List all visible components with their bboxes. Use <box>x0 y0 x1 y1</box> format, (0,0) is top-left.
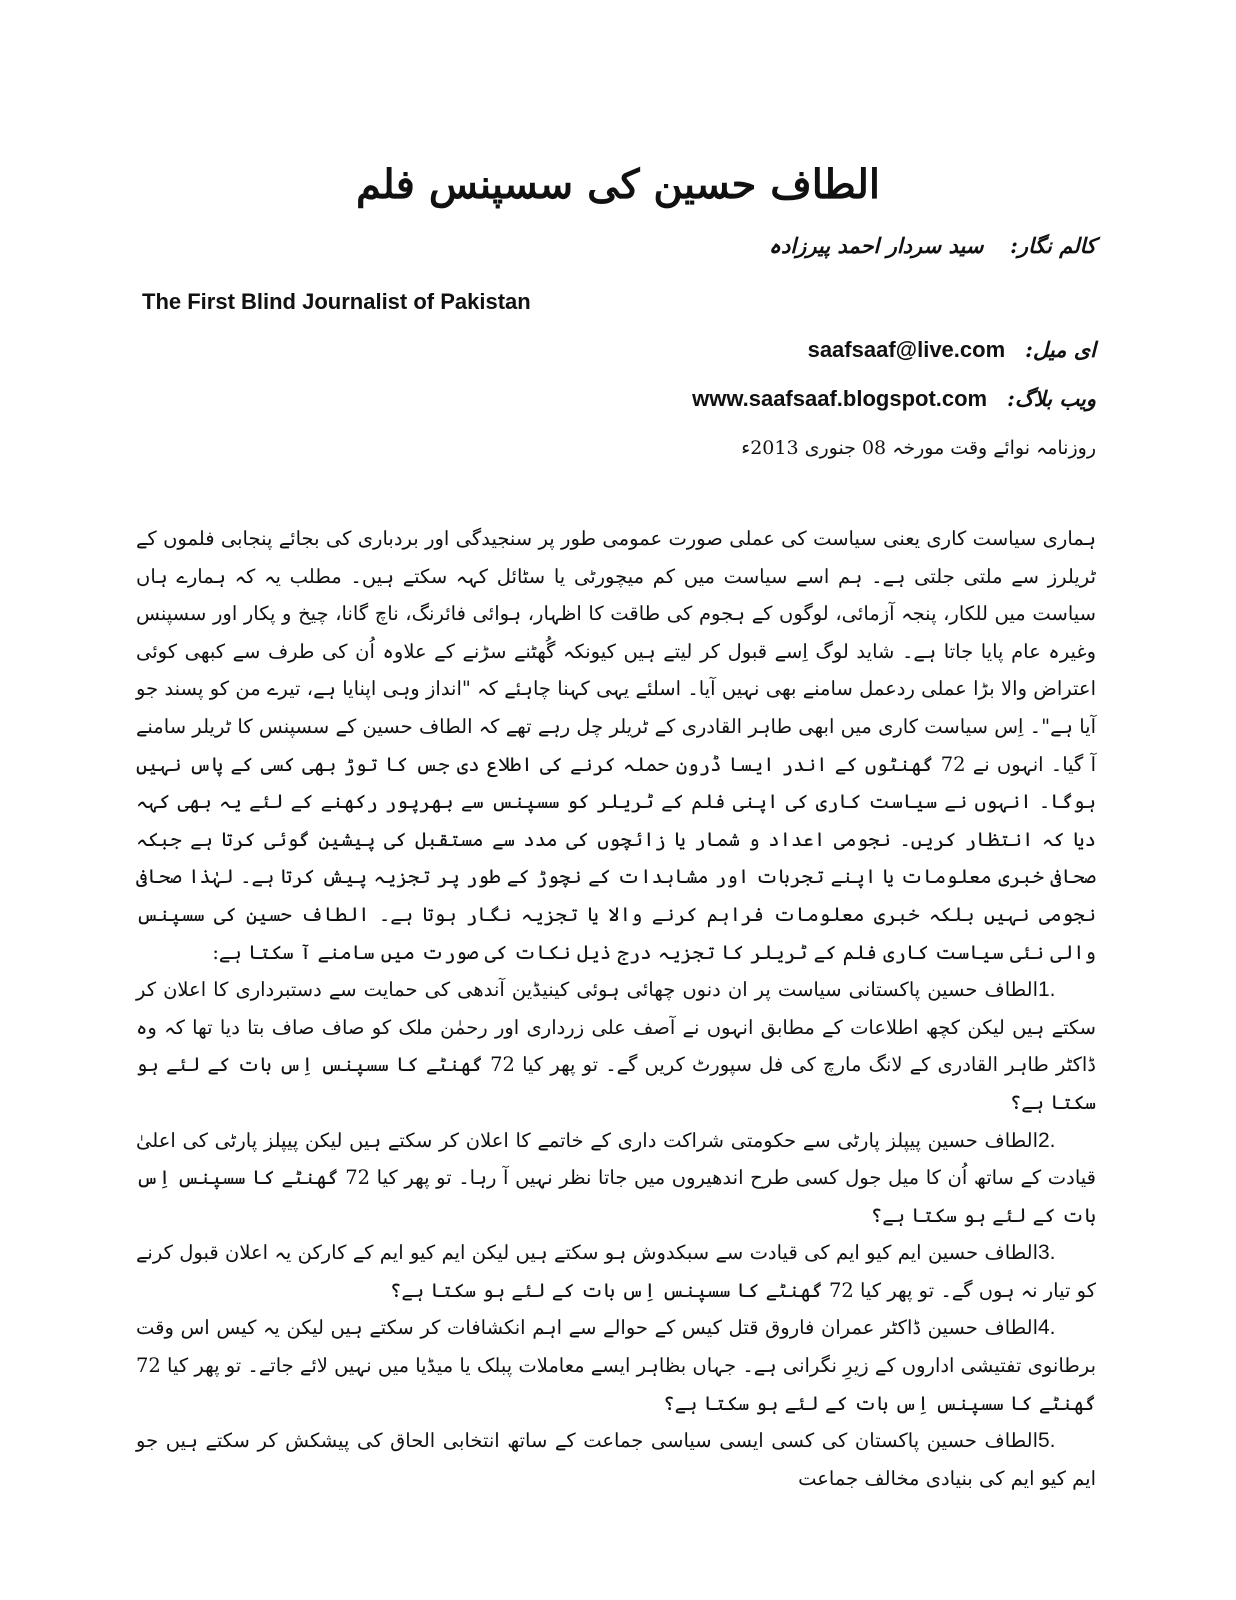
article-body <box>136 520 1096 1497</box>
list-item-5 <box>136 1422 1096 1497</box>
list-item-4 <box>136 1309 1096 1422</box>
list-number: 2. <box>1038 1128 1056 1152</box>
list-number: 4. <box>1038 1316 1056 1340</box>
list-number: 1. <box>1038 978 1056 1002</box>
list-item-text: الطاف حسین پاکستانی سیاست پر ان دنوں چھائی ہوئی کینیڈین آندھی کی حمایت سے دستبرداری کا اعلان کر سکتے ہیں لیکن کچھ اطلاعات کے مطابق انہوں نے آصف علی زرداری اور رحمٰن ملک کو صاف صاف بتا دیا تھا کہ وہ ڈاکٹر طاہر القادری کے لانگ مارچ کی فل سپورٹ کریں گے۔ تو پھر کیا 72 گھنٹے کا سسپنس اِس بات کے لئے ہو سکتا ہے؟ <box>136 978 1096 1114</box>
article-title: الطاف حسین کی سسپنس فلم <box>355 161 881 208</box>
author-tagline: The First Blind Journalist of Pakistan <box>142 289 531 314</box>
list-item-text: الطاف حسین پیپلز پارٹی سے حکومتی شراکت داری کے خاتمے کا اعلان کر سکتے ہیں لیکن پیپلز پارٹی کی اعلیٰ قیادت کے ساتھ اُن کا میل جول کسی طرح اندھیروں میں جاتا نظر نہیں آ رہا۔ تو پھر کیا 72 گھنٹے کا سسپنس اِس بات کے لئے ہو سکتا ہے؟ <box>136 1128 1096 1227</box>
blog-label: ویب بلاگ: <box>1007 386 1096 411</box>
list-number: 3. <box>1038 1241 1056 1265</box>
byline-label: کالم نگار: <box>1010 233 1096 258</box>
list-item-text: الطاف حسین ڈاکٹر عمران فاروق قتل کیس کے حوالے سے اہم انکشافات کر سکتے ہیں لیکن یہ کیس اس وقت برطانوی تفتیشی اداروں کے زیرِ نگرانی ہے۔ جہاں بظاہر ایسے معاملات پبلک یا میڈیا میں نہیں لائے جاتے۔ تو پھر کیا 72 گھنٹے کا سسپنس اِس بات کے لئے ہو سکتا ہے؟ <box>136 1316 1096 1415</box>
byline <box>140 230 1096 262</box>
list-item-text: الطاف حسین پاکستان کی کسی ایسی سیاسی جماعت کے ساتھ انتخابی الحاق کی پیشکش کر سکتے ہیں جو ایم کیو ایم کی بنیادی مخالف جماعت <box>136 1429 1096 1490</box>
list-number: 5. <box>1038 1429 1056 1453</box>
list-item-3 <box>136 1234 1096 1309</box>
blog-url[interactable]: www.saafsaaf.blogspot.com <box>692 386 988 411</box>
email-address[interactable]: saafsaaf@live.com <box>807 337 1006 362</box>
list-item-1 <box>136 971 1096 1121</box>
list-item-2 <box>136 1122 1096 1235</box>
list-item-text: الطاف حسین ایم کیو ایم کی قیادت سے سبکدوش ہو سکتے ہیں لیکن ایم کیو ایم کے کارکن یہ اعلان قبول کرنے کو تیار نہ ہوں گے۔ تو پھر کیا 72 گھنٹے کا سسپنس اِس بات کے لئے ہو سکتا ہے؟ <box>136 1241 1096 1302</box>
author-name: سید سردار احمد پیرزادہ <box>768 233 984 258</box>
intro-paragraph: ہماری سیاست کاری یعنی سیاست کی عملی صورت عمومی طور پر سنجیدگی اور بردباری کی بجائے پنجابی فلموں کے ٹریلرز سے ملتی جلتی ہے۔ ہم اسے سیاست میں کم میچورٹی یا سٹائل کہہ سکتے ہیں۔ مطلب یہ کہ ہمارے ہاں سیاست میں للکار، پنجہ آزمائی، لوگوں کے ہجوم کی طاقت کا اظہار، ہوائی فائرنگ، ناچ گانا، چیخ و پکار اور سسپنس وغیرہ عام پایا جاتا ہے۔ شاید لوگ اِسے قبول کر لیتے ہیں کیونکہ گُھٹنے سڑنے کے علاوہ اُن کی طرف سے کبھی کوئی اعتراض والا بڑا عملی ردعمل سامنے بھی نہیں آیا۔ اسلئے یہی کہنا چاہئے کہ "انداز وہی اپنایا ہے، تیرے من کو پسند جو آیا ہے"۔ اِس سیاست کاری میں ابھی طاہر القادری کے ٹریلر چل رہے تھے کہ الطاف حسین کے سسپنس کا ٹریلر سامنے آ گیا۔ انہوں نے 72 گھنٹوں کے اندر ایسا ڈرون حملہ کرنے کی اطلاع دی جس کا توڑ بھی کسی کے پاس نہیں ہوگا۔ انہوں نے سیاست کاری کی اپنی فلم کے ٹریلر کو سسپنس سے بھرپور رکھنے کے لئے یہ بھی کہہ دیا کہ انتظار کریں۔ نجومی اعداد و شمار یا زائچوں کی مدد سے مستقبل کی پیشین گوئی کرتا ہے جبکہ صحافی خبری معلومات یا اپنے تجربات اور مشاہدات کے نچوڑ کے طور پر تجزیہ پیش کرتا ہے۔ لہٰذا صحافی نجومی نہیں بلکہ خبری معلومات فراہم کرنے والا یا تجزیہ نگار ہوتا ہے۔ الطاف حسین کی سسپنس والی نئی سیاست کاری فلم کے ٹریلر کا تجزیہ درج ذیل نکات کی صورت میں سامنے آ سکتا ہے: <box>136 527 1096 964</box>
email-label: ای میل: <box>1025 337 1096 362</box>
blog-line <box>140 383 1096 415</box>
publication-line: روزنامہ نوائے وقت مورخہ 08 جنوری 2013ء <box>741 437 1096 459</box>
email-line <box>140 334 1096 366</box>
